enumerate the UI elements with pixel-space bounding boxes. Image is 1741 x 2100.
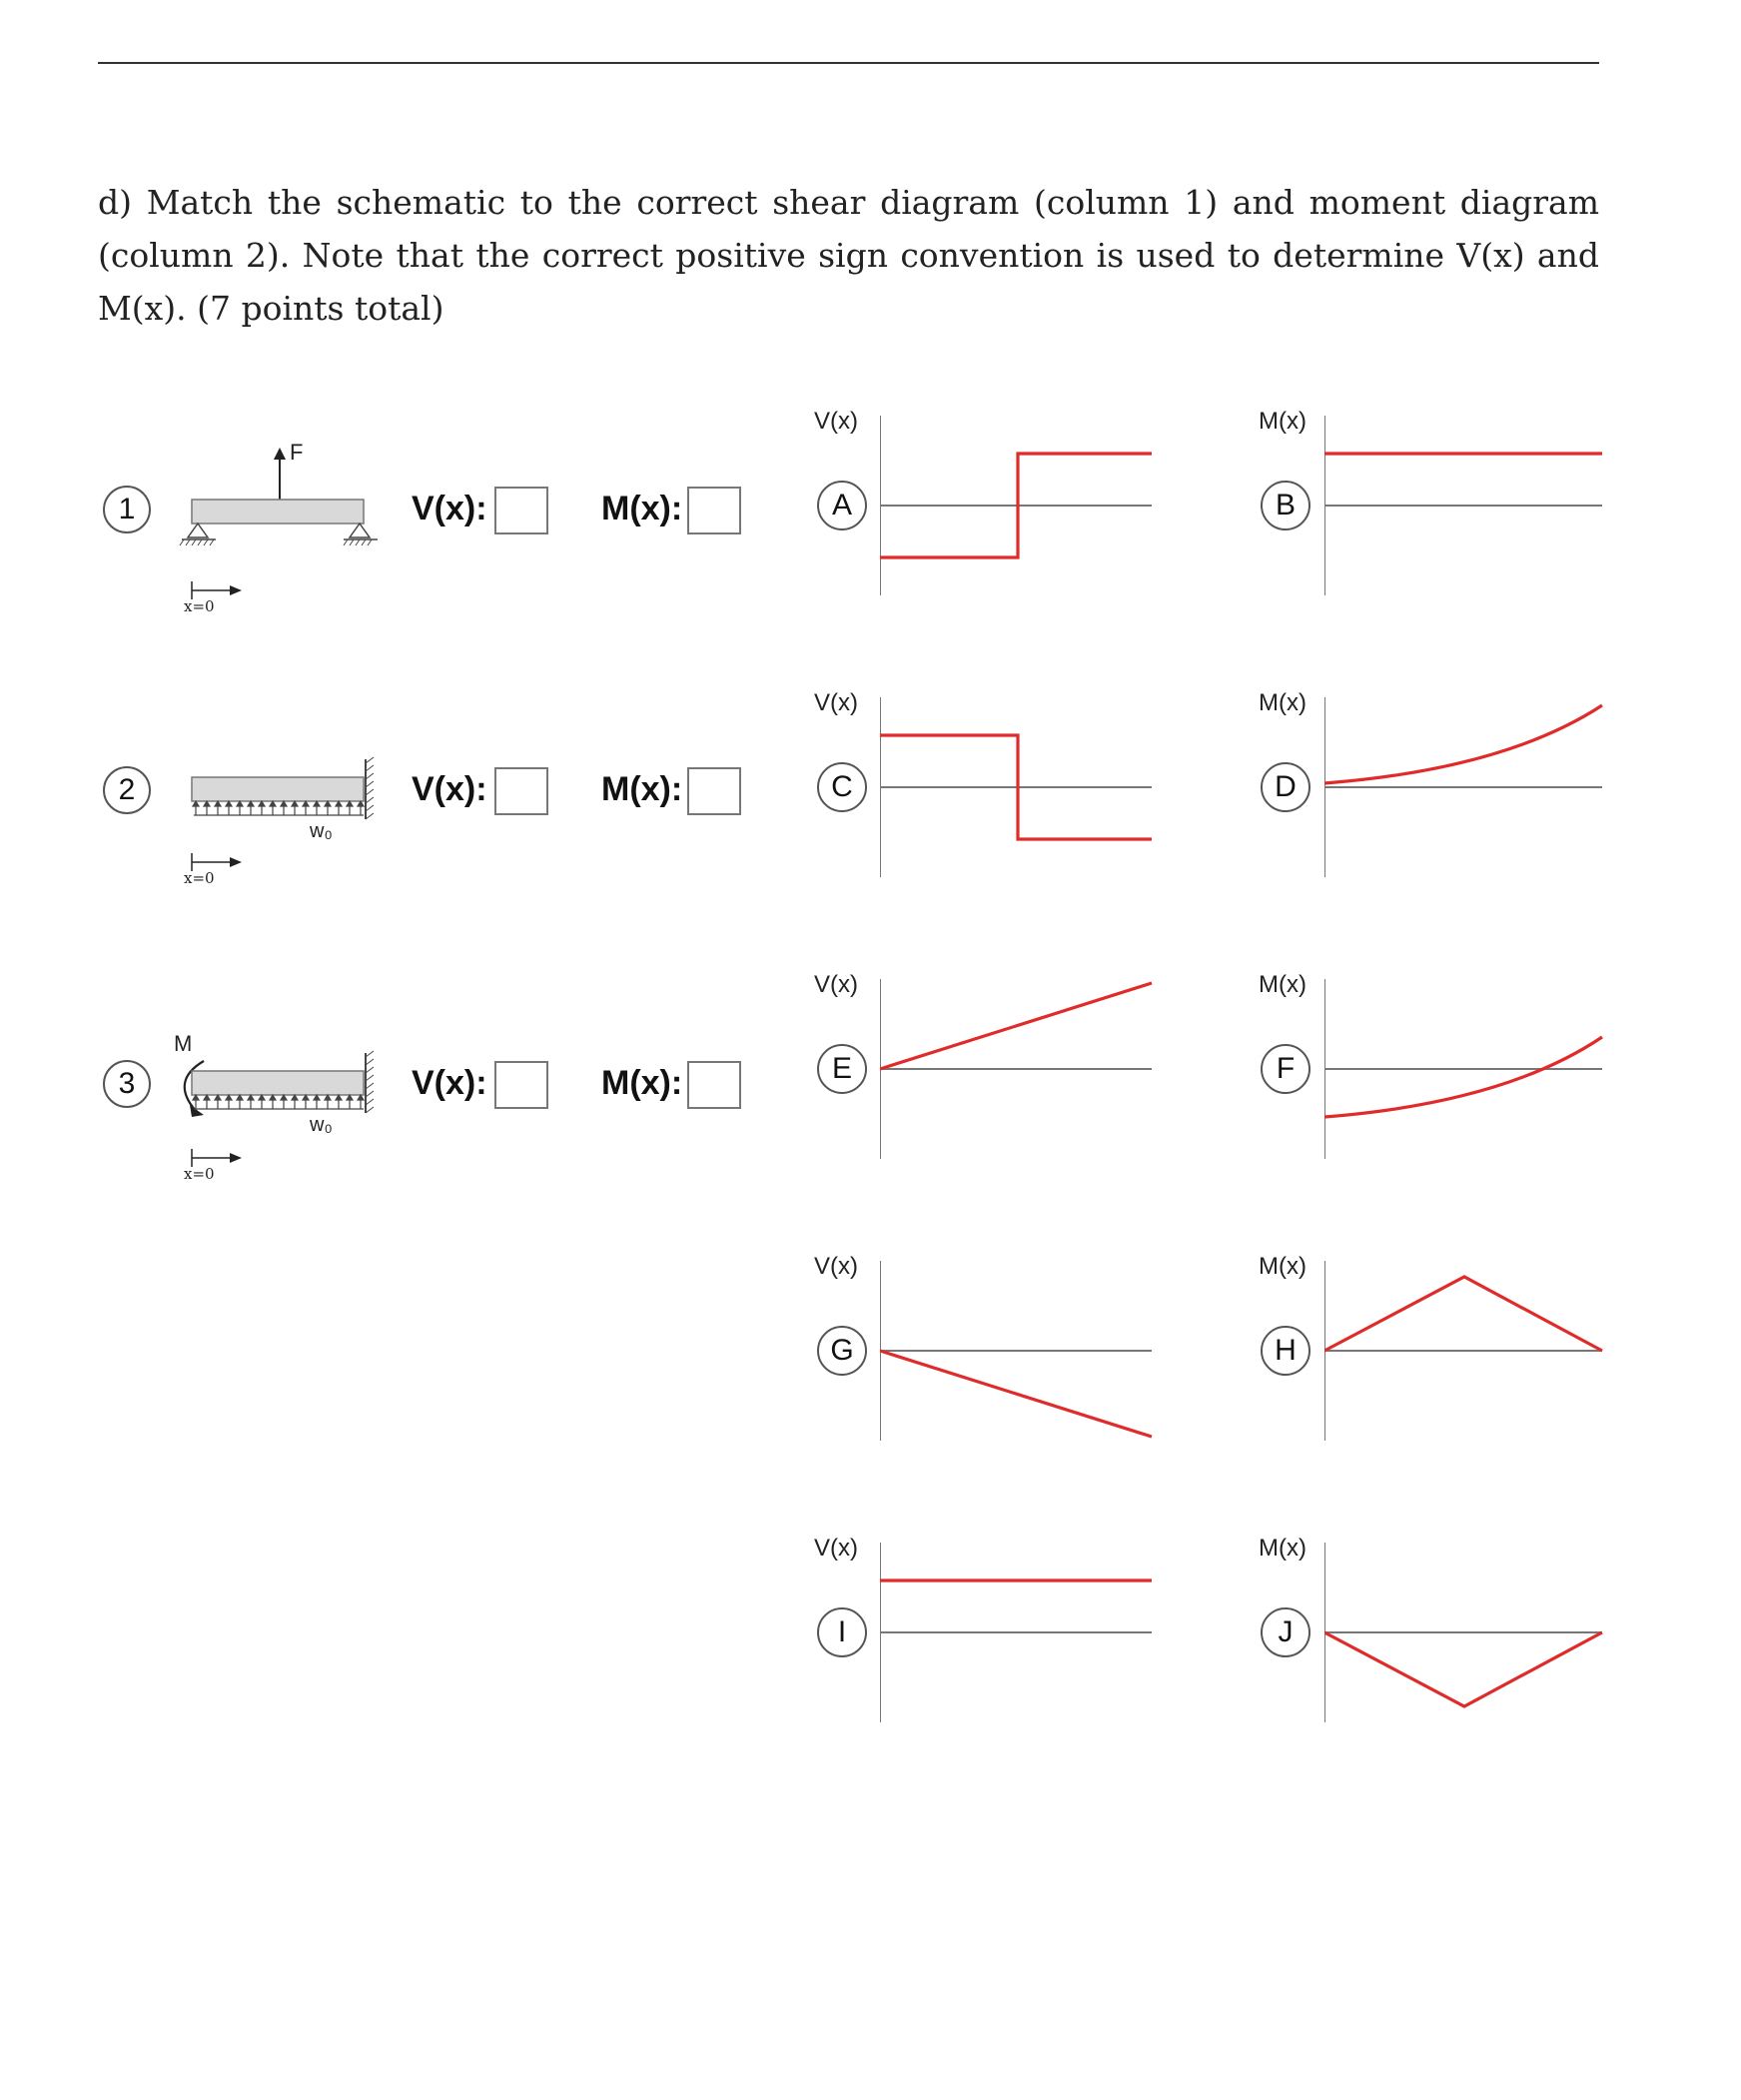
distributed-load	[193, 801, 364, 815]
axis-label: M(x)	[1259, 408, 1306, 435]
force-arrowhead	[274, 448, 286, 460]
diagram-plot	[880, 406, 1172, 605]
axis-label: M(x)	[1259, 971, 1306, 998]
force-label: F	[290, 440, 304, 465]
beam	[192, 1071, 364, 1095]
v-label: V(x):	[412, 490, 487, 527]
load-label: w₀	[310, 820, 333, 842]
diagram-letter: B	[1261, 481, 1310, 530]
diagram-letter: D	[1261, 762, 1310, 812]
beam	[192, 777, 364, 801]
question-text: d) Match the schematic to the correct shear diagram (column 1) and moment diagram (column 2). Note that the correct positive sign convention is used to determine V(x) and M(x). (7 points total)	[98, 183, 1599, 328]
axis-label: V(x)	[814, 971, 858, 998]
diagram-letter: A	[817, 481, 867, 530]
diagram-letter: H	[1261, 1326, 1310, 1376]
axis-label: M(x)	[1259, 689, 1306, 716]
origin-label: x=0	[184, 1165, 215, 1183]
diagram-letter: E	[817, 1044, 867, 1094]
diagram-curve	[880, 1351, 1152, 1437]
distributed-load	[193, 1095, 364, 1109]
axis-label: V(x)	[814, 689, 858, 716]
diagram-letter: F	[1261, 1044, 1310, 1094]
diagram-curve	[1324, 705, 1602, 783]
diagram-letter: J	[1261, 1607, 1310, 1657]
pin-support	[188, 524, 208, 537]
origin-label: x=0	[184, 597, 215, 615]
diagram-plot	[1324, 969, 1622, 1169]
diagram-letter: C	[817, 762, 867, 812]
beam	[192, 500, 364, 524]
problem-number: 3	[103, 1060, 151, 1108]
problem-number: 1	[103, 486, 151, 533]
load-label: w₀	[310, 1114, 333, 1136]
v-answer-box[interactable]	[494, 767, 548, 815]
v-label: V(x):	[412, 770, 487, 808]
diagram-plot	[880, 1533, 1172, 1732]
m-label: M(x):	[601, 1064, 683, 1102]
diagram-curve	[880, 983, 1152, 1069]
origin-label: x=0	[184, 869, 215, 887]
axis-label: V(x)	[814, 1535, 858, 1562]
v-label: V(x):	[412, 1064, 487, 1102]
problem-number: 2	[103, 766, 151, 814]
moment-label: M	[174, 1031, 193, 1056]
problem-3	[0, 989, 799, 1249]
m-answer-box[interactable]	[687, 1061, 741, 1109]
m-label: M(x):	[601, 490, 683, 527]
v-answer-box[interactable]	[494, 487, 548, 534]
diagram-plot	[880, 687, 1172, 887]
m-answer-box[interactable]	[687, 767, 741, 815]
diagram-plot	[1324, 1251, 1622, 1451]
problem-1	[0, 410, 799, 669]
v-answer-box[interactable]	[494, 1061, 548, 1109]
axis-label: V(x)	[814, 1253, 858, 1280]
diagram-plot	[1324, 406, 1622, 605]
top-rule	[98, 62, 1599, 64]
diagram-plot	[1324, 1533, 1622, 1732]
diagram-letter: G	[817, 1326, 867, 1376]
m-label: M(x):	[601, 770, 683, 808]
diagram-curve	[1324, 1037, 1602, 1117]
diagram-curve	[1324, 1632, 1602, 1706]
diagram-plot	[1324, 687, 1622, 887]
problem-2	[0, 689, 799, 949]
axis-label: V(x)	[814, 408, 858, 435]
axis-label: M(x)	[1259, 1253, 1306, 1280]
diagram-plot	[880, 1251, 1172, 1451]
m-answer-box[interactable]	[687, 487, 741, 534]
roller-support	[350, 524, 370, 537]
diagram-plot	[880, 969, 1172, 1169]
axis-label: M(x)	[1259, 1535, 1306, 1562]
diagram-curve	[1324, 1277, 1602, 1351]
diagram-letter: I	[817, 1607, 867, 1657]
